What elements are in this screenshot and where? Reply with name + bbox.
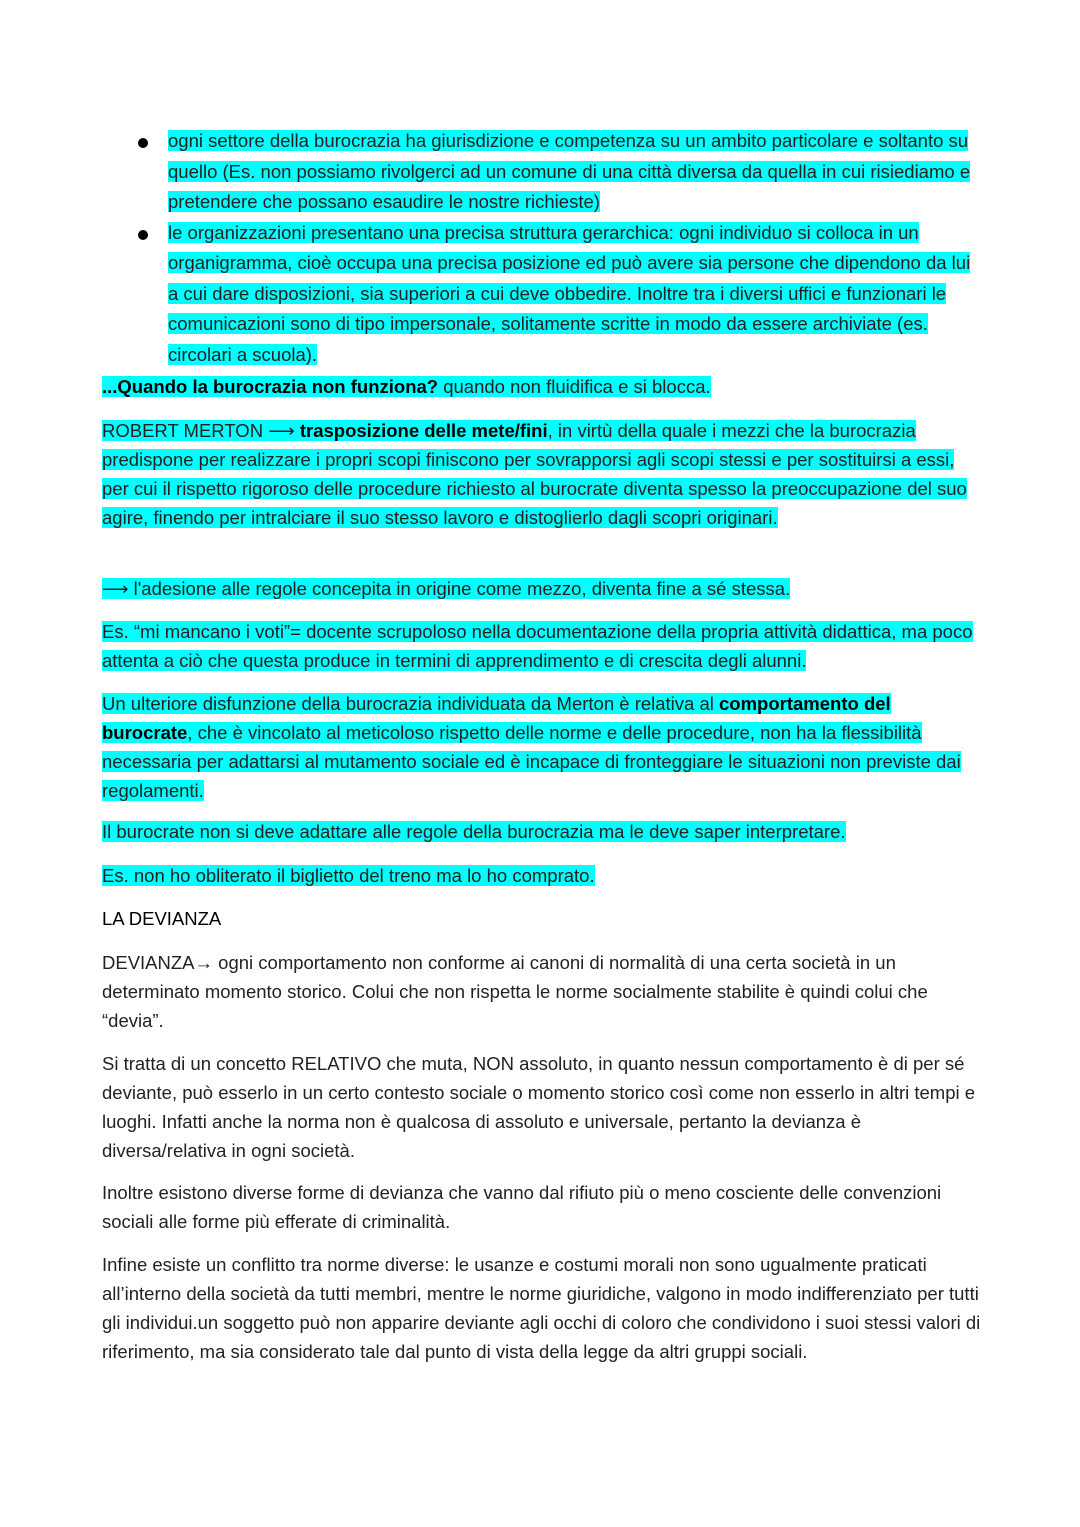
question-rest: quando non fluidifica e si blocca. (438, 376, 711, 397)
devianza-definition: DEVIANZA→ ogni comportamento non conforme ai canoni di normalità di una certa società in un determinato momento storico. Colui che non rispetta le norme socialmente stabilite è quindi colui che “devia”. (102, 952, 928, 1031)
adesione-text: ⟶ l'adesione alle regole concepita in origine come mezzo, diventa fine a sé stessa. (102, 578, 791, 599)
example1-paragraph (102, 617, 982, 675)
example2-text: Es. non ho obliterato il biglietto del treno ma lo ho comprato. (102, 865, 595, 886)
forme-paragraph: Inoltre esistono diverse forme di devianza che vanno dal rifiuto più o meno cosciente delle convenzioni sociali alle forme più efferate di criminalità. (102, 1182, 942, 1232)
bullet-text: le organizzazioni presentano una precisa struttura gerarchica: ogni individuo si colloca in un organigramma, cioè occupa una precisa posizione ed può avere sia persone che dipendono da lui a cui dare disposizioni, sia superiori a cui deve obbedire. Inoltre tra i diversi uffici e funzionari le comunicazioni sono di tipo impersonale, solitamente scritte in modo da essere archiviate (es. circolari a scuola). (168, 221, 971, 365)
question-paragraph (102, 372, 982, 401)
disfunzione-lead: Un ulteriore disfunzione della burocrazia individuata da Merton è relativa al (102, 693, 720, 714)
bullet-item (104, 126, 984, 218)
merton-rest: , in virtù della quale i mezzi che la burocrazia predispone per realizzare i propri scopi finiscono per sovrapporsi agli scopi stessi e per sostituirsi a essi, per cui il rispetto rigoroso delle procedure richiesto al burocrate diventa spesso la preoccupazione del suo agire, finendo per intralciare il suo stesso lavoro e distoglierlo dagli scopri originari. (102, 420, 967, 528)
disfunzione-bold: comportamento del burocrate (102, 693, 891, 743)
conflitto-paragraph: Infine esiste un conflitto tra norme diverse: le usanze e costumi morali non sono ugualmente praticati all’interno della società da tutti membri, mentre le norme giuridiche, valgono in modo indifferenziato per tutti gli individui.un soggetto può non apparire deviante agli occhi di coloro che condividono i suoi stessi valori di riferimento, ma sia considerato tale dal punto di vista della legge da altri gruppi sociali. (102, 1254, 981, 1362)
bullet-dot (138, 230, 148, 240)
example2-paragraph (102, 861, 982, 890)
bullet-list (104, 126, 984, 370)
adesione-paragraph (102, 574, 982, 603)
burocrate-rule-text: Il burocrate non si deve adattare alle regole della burocrazia ma le deve saper interpretare. (102, 821, 846, 842)
bullet-text: ogni settore della burocrazia ha giurisdizione e competenza su un ambito particolare e soltanto su quello (Es. non possiamo rivolgerci ad un comune di una città diversa da quella in cui risiediamo e pretendere che possano esaudire le nostre richieste) (168, 130, 971, 212)
disfunzione-paragraph (102, 689, 982, 805)
section-title: LA DEVIANZA (102, 908, 222, 929)
disfunzione-rest: , che è vincolato al meticoloso rispetto delle norme e delle procedure, non ha la flessibilità necessaria per adattarsi al mutamento sociale ed è incapace di fronteggiare le situazioni non previste dai regolamenti. (102, 722, 961, 801)
relativo-paragraph: Si tratta di un concetto RELATIVO che muta, NON assoluto, in quanto nessun comportamento è di per sé deviante, può esserlo in un certo contesto sociale o momento storico così come non esserlo in altri tempi e luoghi. Infatti anche la norma non è qualcosa di assoluto e universale, pertanto la devianza è diversa/relativa in ogni società. (102, 1053, 976, 1161)
merton-paragraph (102, 416, 982, 532)
example1-text: Es. “mi mancano i voti”= docente scrupoloso nella documentazione della propria attività didattica, ma poco attenta a ciò che questa produce in termini di apprendimento e di crescita degli alunni. (102, 621, 973, 671)
bullet-dot (138, 138, 148, 148)
merton-bold: trasposizione delle mete/fini (299, 420, 548, 441)
burocrate-rule-paragraph (102, 817, 982, 846)
question-bold: ...Quando la burocrazia non funziona? (102, 376, 439, 397)
bullet-item (104, 218, 984, 371)
merton-lead: ROBERT MERTON ⟶ (102, 420, 300, 441)
